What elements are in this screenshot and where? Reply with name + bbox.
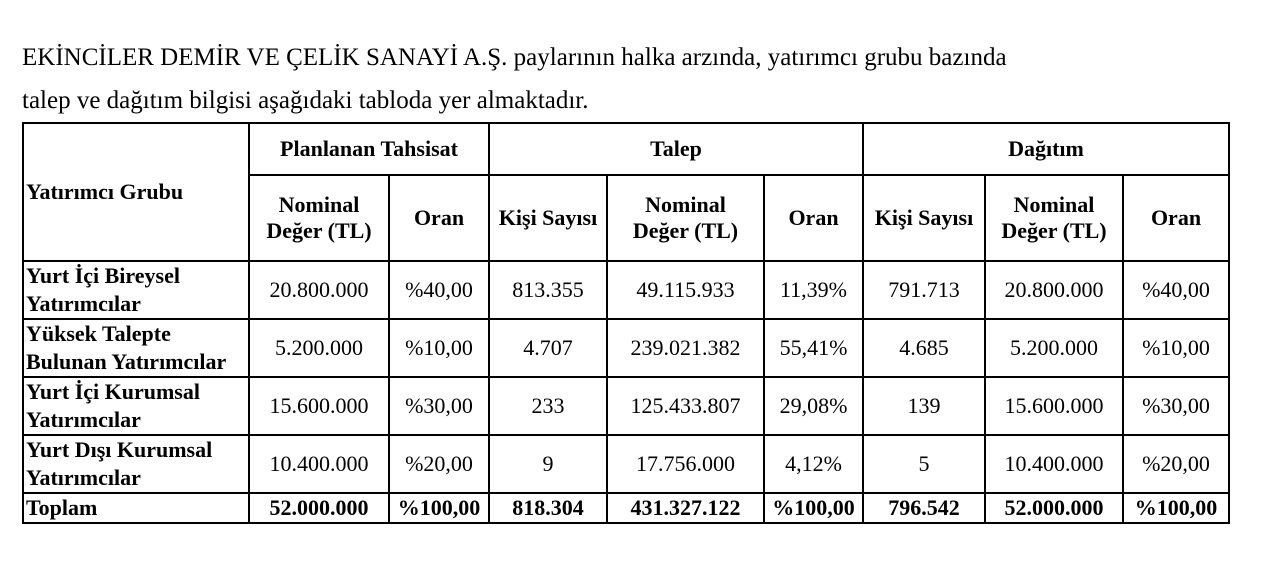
table-cell: 49.115.933 (607, 261, 764, 319)
table-row (23, 319, 1229, 377)
total-cell: 52.000.000 (249, 493, 389, 523)
section-header-planlanan: Planlanan Tahsisat (249, 123, 489, 175)
row-label: Yüksek Talepte Bulunan Yatırımcılar (23, 319, 249, 377)
table-cell: %40,00 (1123, 261, 1229, 319)
intro-paragraph (22, 36, 1242, 122)
total-cell: %100,00 (764, 493, 863, 523)
table-cell: 20.800.000 (985, 261, 1123, 319)
table-cell: 29,08% (764, 377, 863, 435)
table-cell: 11,39% (764, 261, 863, 319)
total-cell: 818.304 (489, 493, 607, 523)
table-cell: 5 (863, 435, 985, 493)
row-label: Yurt Dışı Kurumsal Yatırımcılar (23, 435, 249, 493)
table-cell: %30,00 (1123, 377, 1229, 435)
section-header-dagitim: Dağıtım (863, 123, 1229, 175)
total-cell: %100,00 (389, 493, 489, 523)
subheader-oran: Oran (389, 175, 489, 261)
table-cell: 4.707 (489, 319, 607, 377)
subheader-kisi: Kişi Sayısı (863, 175, 985, 261)
table-cell: 10.400.000 (985, 435, 1123, 493)
table-cell: %40,00 (389, 261, 489, 319)
table-cell: 4.685 (863, 319, 985, 377)
table-row (23, 435, 1229, 493)
table-cell: 813.355 (489, 261, 607, 319)
total-cell: 796.542 (863, 493, 985, 523)
table-cell: 10.400.000 (249, 435, 389, 493)
table-cell: 15.600.000 (249, 377, 389, 435)
subheader-nominal: Nominal Değer (TL) (985, 175, 1123, 261)
subheader-kisi: Kişi Sayısı (489, 175, 607, 261)
table-cell: 4,12% (764, 435, 863, 493)
investor-group-header: Yatırımcı Grubu (23, 123, 249, 261)
total-cell: 431.327.122 (607, 493, 764, 523)
table-cell: 17.756.000 (607, 435, 764, 493)
subheader-oran: Oran (1123, 175, 1229, 261)
row-label: Yurt İçi Kurumsal Yatırımcılar (23, 377, 249, 435)
table-cell: 20.800.000 (249, 261, 389, 319)
table-cell: 55,41% (764, 319, 863, 377)
table-cell: %30,00 (389, 377, 489, 435)
total-row (23, 493, 1229, 523)
table-cell: %10,00 (389, 319, 489, 377)
total-cell: 52.000.000 (985, 493, 1123, 523)
table-cell: 5.200.000 (249, 319, 389, 377)
table-row (23, 261, 1229, 319)
table-cell: 9 (489, 435, 607, 493)
table-cell: 239.021.382 (607, 319, 764, 377)
allocation-table (22, 122, 1230, 524)
total-cell: %100,00 (1123, 493, 1229, 523)
table-cell: 139 (863, 377, 985, 435)
table-cell: 233 (489, 377, 607, 435)
table-cell: 15.600.000 (985, 377, 1123, 435)
table-cell: %20,00 (1123, 435, 1229, 493)
intro-line-1: EKİNCİLER DEMİR VE ÇELİK SANAYİ A.Ş. paylarının halka arzında, yatırımcı grubu bazında (22, 44, 1007, 71)
table-cell: 125.433.807 (607, 377, 764, 435)
subheader-nominal: Nominal Değer (TL) (607, 175, 764, 261)
table-cell: %20,00 (389, 435, 489, 493)
table-cell: %10,00 (1123, 319, 1229, 377)
table-cell: 791.713 (863, 261, 985, 319)
row-label: Yurt İçi Bireysel Yatırımcılar (23, 261, 249, 319)
total-label: Toplam (23, 493, 249, 523)
subheader-oran: Oran (764, 175, 863, 261)
section-header-talep: Talep (489, 123, 863, 175)
subheader-nominal: Nominal Değer (TL) (249, 175, 389, 261)
intro-line-2: talep ve dağıtım bilgisi aşağıdaki tabloda yer almaktadır. (22, 87, 589, 114)
table-cell: 5.200.000 (985, 319, 1123, 377)
table-row (23, 377, 1229, 435)
